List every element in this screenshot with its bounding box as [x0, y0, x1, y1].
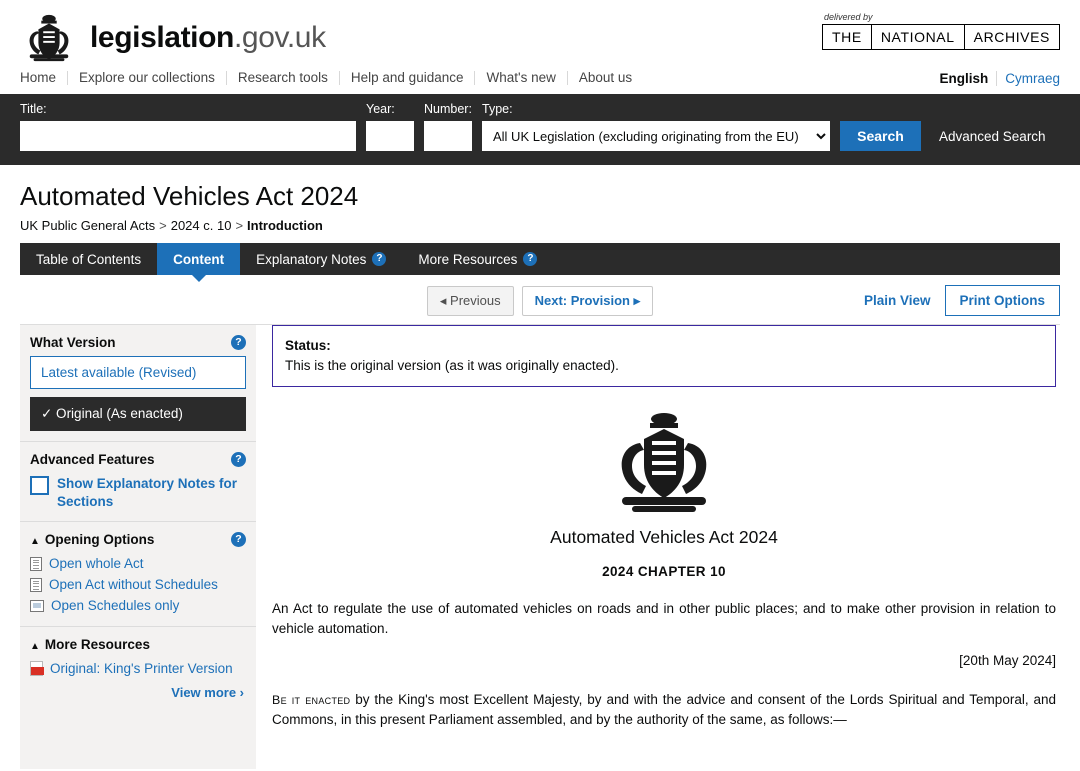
- document-icon: [30, 557, 42, 571]
- type-select[interactable]: [482, 121, 830, 151]
- breadcrumb-separator-0: >: [159, 218, 167, 233]
- year-label: Year:: [366, 102, 395, 116]
- status-label: Status:: [285, 338, 331, 353]
- delivered-by-label: delivered by: [824, 12, 873, 22]
- nav-item-whats-new[interactable]: What's new: [475, 71, 567, 85]
- show-explanatory-notes-label[interactable]: Show Explanatory Notes for Sections: [57, 476, 238, 509]
- version-option-original[interactable]: ✓ Original (As enacted): [30, 397, 246, 431]
- pdf-icon: [30, 661, 43, 676]
- previous-button[interactable]: [427, 286, 514, 316]
- tab-label: Content: [173, 251, 225, 267]
- type-field-wrapper: [482, 102, 830, 151]
- previous-label: Previous: [450, 292, 501, 308]
- opening-option-label[interactable]: Open Schedules only: [51, 598, 180, 613]
- advanced-search-link[interactable]: Advanced Search: [939, 129, 1046, 144]
- sidebar: [20, 325, 256, 769]
- breadcrumb-item-0[interactable]: UK Public General Acts: [20, 218, 156, 233]
- more-resources-heading-group[interactable]: [30, 637, 150, 652]
- next-label: Next: Provision: [534, 292, 630, 308]
- view-more-link[interactable]: View more ›: [171, 685, 244, 700]
- page-layout: [20, 325, 1060, 769]
- tab-table-of-contents[interactable]: [20, 243, 157, 275]
- print-options-button[interactable]: Print Options: [945, 285, 1061, 316]
- collapse-caret-icon[interactable]: ▲: [30, 536, 40, 547]
- main-content: [272, 325, 1060, 769]
- more-resources-heading: More Resources: [44, 637, 150, 652]
- brand-bold: legislation: [90, 21, 234, 54]
- nav-item-research-tools[interactable]: Research tools: [227, 71, 340, 85]
- tab-label: Table of Contents: [36, 251, 142, 267]
- next-provision-button[interactable]: [522, 286, 654, 316]
- help-icon[interactable]: ?: [231, 335, 246, 350]
- national-archives-logo[interactable]: [822, 12, 1060, 50]
- status-box: [272, 325, 1056, 387]
- enacting-text: by the King's most Excellent Majesty, by and with the advice and consent of the Lords Spiritual and Temporal, and Commons, in this present Parliament assembled, and by the authority of the same, as follows:—: [272, 692, 1056, 727]
- sidebar-section-what-version: [20, 325, 256, 442]
- tna-word-the: THE: [823, 25, 872, 49]
- site-brand[interactable]: [20, 12, 326, 64]
- tab-label: Explanatory Notes: [256, 251, 367, 267]
- opening-option-label[interactable]: Open whole Act: [49, 556, 144, 571]
- search-button[interactable]: Search: [840, 121, 921, 151]
- breadcrumb-separator-1: >: [235, 218, 244, 233]
- page-title: Automated Vehicles Act 2024: [20, 181, 359, 211]
- opening-options-heading-group[interactable]: [30, 532, 154, 547]
- left-arrow-icon: ◂: [439, 292, 447, 308]
- tab-label: More Resources: [418, 251, 518, 267]
- breadcrumb-item-current: Introduction: [247, 218, 323, 233]
- act-long-title: An Act to regulate the use of automated vehicles on roads and in other public places; and to make other provision in relation to vehicle automation.: [272, 601, 1056, 636]
- sidebar-section-opening-options: [20, 522, 256, 627]
- year-field-wrapper: [366, 102, 414, 151]
- nav-item-help-and-guidance[interactable]: Help and guidance: [340, 71, 476, 85]
- help-icon[interactable]: ?: [231, 532, 246, 547]
- right-arrow-icon: ▸: [633, 292, 641, 308]
- opening-option-label[interactable]: Open Act without Schedules: [49, 577, 218, 592]
- main-navigation: [0, 62, 1080, 94]
- number-field-wrapper: [424, 102, 472, 151]
- act-title: Automated Vehicles Act 2024: [550, 527, 778, 547]
- nav-item-explore-our-collections[interactable]: Explore our collections: [68, 71, 227, 85]
- enacting-prefix: Be it enacted: [272, 693, 351, 707]
- content-tabs: [20, 243, 1060, 275]
- opening-option-open-schedules-only[interactable]: [30, 595, 246, 616]
- resource-original-kings-printer-version[interactable]: [30, 658, 246, 679]
- breadcrumb-item-1[interactable]: 2024 c. 10: [170, 218, 232, 233]
- site-header: [0, 0, 1080, 62]
- brand-wordmark: [90, 21, 326, 55]
- number-label: Number:: [424, 102, 472, 116]
- breadcrumb: [0, 212, 1080, 243]
- document-icon: [30, 578, 42, 592]
- search-bar: [0, 94, 1080, 165]
- brand-light: .gov.uk: [233, 21, 326, 54]
- language-english: English: [939, 71, 997, 86]
- act-chapter: 2024 CHAPTER 10: [602, 564, 726, 579]
- resource-label[interactable]: Original: King's Printer Version: [50, 661, 233, 676]
- opening-option-open-whole-act[interactable]: [30, 553, 246, 574]
- content-toolbar: [20, 275, 1060, 325]
- type-label: Type:: [482, 102, 513, 116]
- opening-option-open-act-without-schedules[interactable]: [30, 574, 246, 595]
- enacting-formula: [272, 690, 1056, 730]
- sidebar-section-more-resources: [20, 627, 256, 710]
- language-cymraeg[interactable]: Cymraeg: [1005, 70, 1060, 86]
- year-input[interactable]: [366, 121, 414, 151]
- nav-item-about-us[interactable]: About us: [578, 70, 633, 85]
- help-icon[interactable]: ?: [231, 452, 246, 467]
- plain-view-link[interactable]: Plain View: [863, 293, 931, 308]
- tab-more-resources[interactable]: [402, 243, 553, 275]
- number-input[interactable]: [424, 121, 472, 151]
- what-version-heading: What Version: [30, 335, 116, 350]
- nav-item-home[interactable]: Home: [20, 71, 68, 85]
- collapse-caret-icon[interactable]: ▲: [30, 641, 40, 652]
- title-input[interactable]: [20, 121, 356, 151]
- screen-icon: [30, 600, 44, 612]
- version-option-latest-available[interactable]: Latest available (Revised): [30, 356, 246, 389]
- royal-assent-date: [20th May 2024]: [959, 653, 1056, 668]
- show-explanatory-notes-checkbox[interactable]: [30, 476, 49, 495]
- tna-word-archives: ARCHIVES: [973, 29, 1050, 45]
- tab-content[interactable]: [157, 243, 240, 275]
- help-icon[interactable]: ?: [372, 252, 386, 266]
- status-text: This is the original version (as it was originally enacted).: [285, 358, 619, 373]
- help-icon[interactable]: ?: [523, 252, 537, 266]
- tna-word-national: NATIONAL: [872, 25, 965, 49]
- advanced-features-heading: Advanced Features: [30, 452, 155, 467]
- royal-arms-crest-icon: [20, 12, 78, 64]
- title-field-wrapper: [20, 102, 356, 151]
- title-label: Title:: [20, 102, 47, 116]
- opening-options-heading: Opening Options: [44, 532, 155, 547]
- sidebar-section-advanced-features: [20, 442, 256, 522]
- royal-arms-crest-large-icon: [604, 409, 724, 517]
- tab-explanatory-notes[interactable]: [240, 243, 402, 275]
